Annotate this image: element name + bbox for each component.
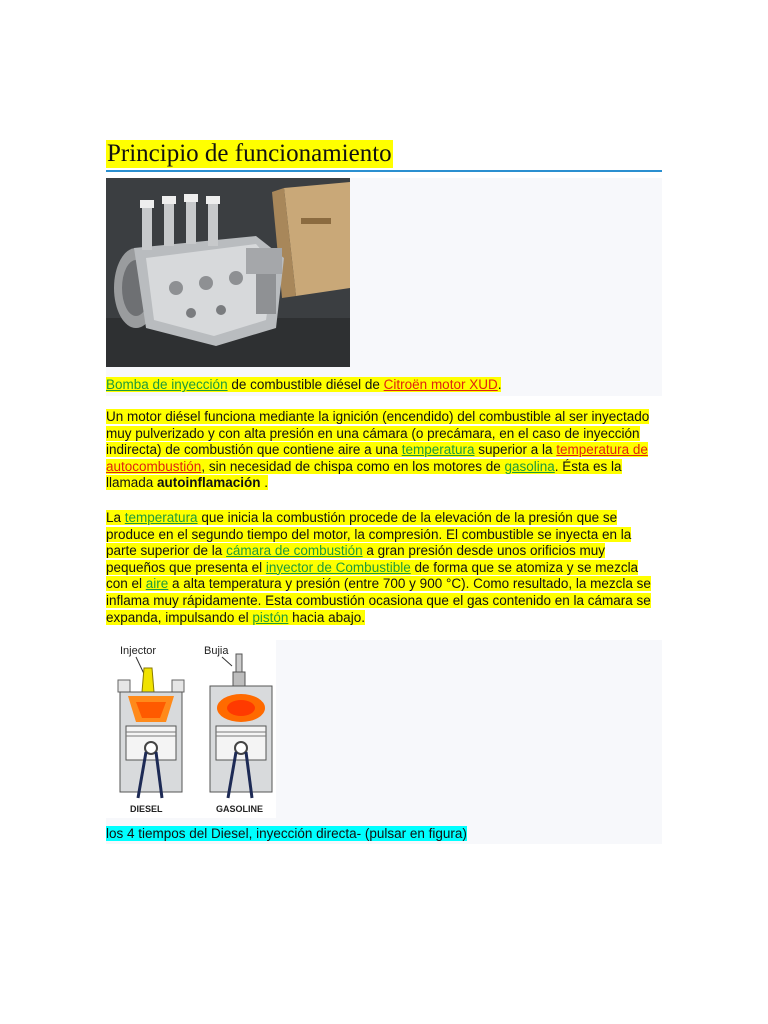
paragraph-1: Un motor diésel funciona mediante la ignición (encendido) del combustible al ser inyectado muy pulverizado y con alta presión en una cámara (o precámara, en el caso de inyección indirecta) de combustión que contiene aire a una temperatura superior a la temperatura de autocombustión, sin necesidad de chispa como en los motores de gasolina. Ésta es la llamada autoinflamación . bbox=[106, 409, 650, 491]
diagram-caption[interactable]: los 4 tiempos del Diesel, inyección directa- (pulsar en figura) bbox=[106, 826, 467, 841]
label-gasoline: GASOLINE bbox=[216, 804, 264, 814]
paragraph-2: La temperatura que inicia la combustión procede de la elevación de la presión que se produce en el segundo tiempo del motor, la compresión. El combustible se inyecta en la parte superior de la cámara de combustión a gran presión desde unos orificios muy pequeños que presenta el inyector de Combustible de forma que se atomiza y se mezcla con el aire a alta temperatura y presión (entre 700 y 900 °C). Como resultado, la mezcla se inflama muy rápidamente. Esta combustión ocasiona que el gas contenido en la cámara se expanda, impulsando el pistón hacia abajo. bbox=[106, 510, 651, 625]
caption-text: de combustible diésel de bbox=[227, 377, 384, 392]
label-injector: Injector bbox=[120, 645, 157, 657]
link-bomba-inyeccion[interactable]: Bomba de inyección bbox=[106, 377, 228, 392]
term-autoinflamacion: autoinflamación bbox=[157, 475, 261, 491]
link-piston[interactable]: pistón bbox=[252, 609, 289, 625]
label-bujia: Bujia bbox=[204, 645, 229, 657]
label-diesel: DIESEL bbox=[130, 804, 163, 814]
link-gasolina[interactable]: gasolina bbox=[504, 458, 555, 474]
link-temperatura[interactable]: temperatura bbox=[401, 442, 475, 458]
diesel-gasoline-diagram[interactable] bbox=[106, 640, 276, 818]
figure-caption: Bomba de inyección de combustible diésel de Citroën motor XUD. bbox=[106, 377, 502, 392]
injection-pump-photo[interactable] bbox=[106, 178, 350, 367]
figure-diesel-vs-gasoline bbox=[106, 640, 662, 844]
link-aire[interactable]: aire bbox=[145, 576, 169, 592]
link-inyector-combustible[interactable]: inyector de Combustible bbox=[265, 559, 411, 575]
heading-container bbox=[106, 140, 662, 172]
link-temperatura-autocombustion[interactable]: temperatura de autocombustión bbox=[106, 442, 648, 474]
link-citroen-xud[interactable]: Citroën motor XUD bbox=[383, 377, 498, 392]
figure-injection-pump bbox=[106, 178, 662, 396]
link-temperatura-2[interactable]: temperatura bbox=[124, 510, 198, 525]
link-camara-combustion[interactable]: cámara de combustión bbox=[226, 543, 363, 559]
page-title: Principio de funcionamiento bbox=[107, 140, 392, 167]
